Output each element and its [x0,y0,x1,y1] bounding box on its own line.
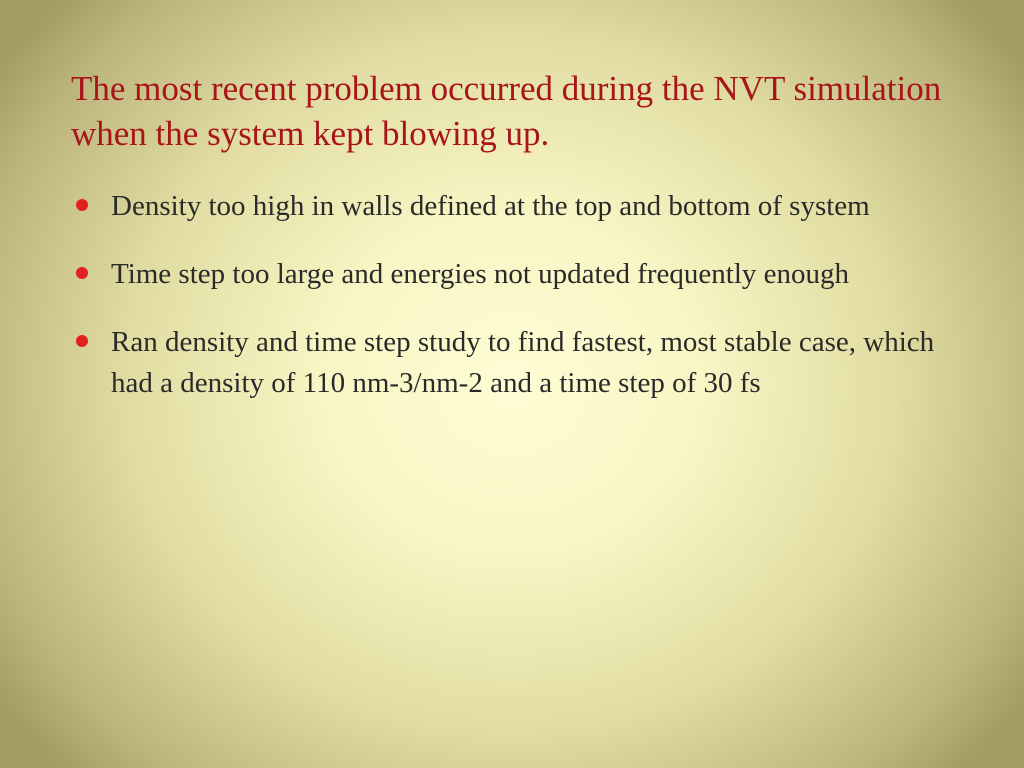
bullet-dot-icon [76,267,88,279]
bullet-text: Time step too large and energies not updated frequently enough [111,258,849,290]
bullet-dot-icon [76,199,88,211]
bullet-dot-icon [76,335,88,347]
bullet-text: Ran density and time step study to find fastest, most stable case, which had a density of 110 nm-3/nm-2 and a time step of 30 fs [111,326,935,399]
bullet-item-study [70,322,950,404]
bullet-text: Density too high in walls defined at the top and bottom of system [111,190,870,222]
bullet-item-density [70,186,950,227]
bullet-item-time-step [70,254,950,295]
slide-title: The most recent problem occurred during the NVT simulation when the system kept blowing up. [71,69,942,153]
bullet-list [70,186,950,431]
